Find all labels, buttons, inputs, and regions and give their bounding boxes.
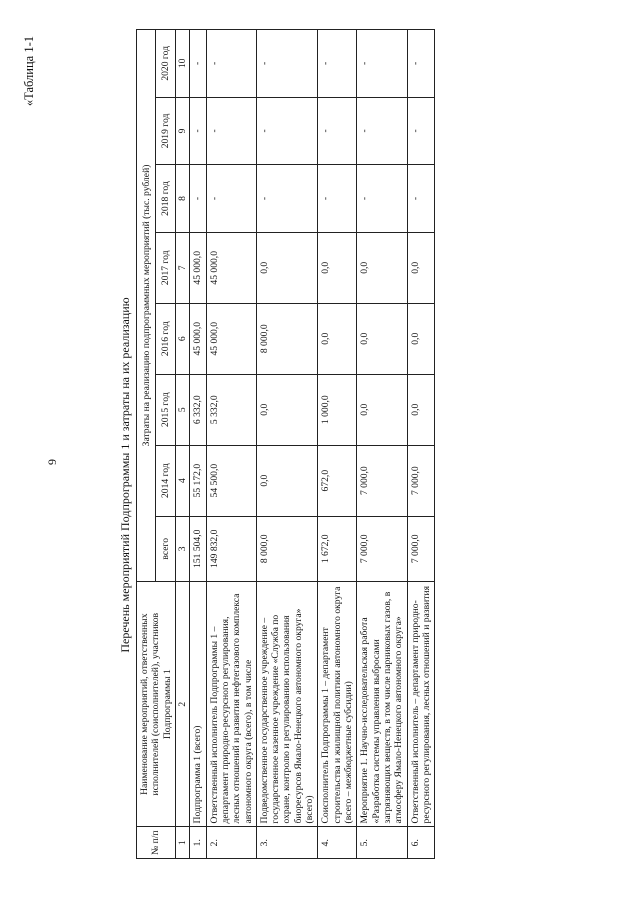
table-row <box>256 30 318 859</box>
cell-2017: 45 000,0 <box>190 232 206 303</box>
cell-2015: 0,0 <box>407 374 435 445</box>
table-row <box>190 30 206 859</box>
table-row <box>206 30 256 859</box>
cell-total: 7 000,0 <box>357 516 407 581</box>
row-number: 2. <box>206 827 256 859</box>
row-name: Соисполнитель Подпрограммы 1 – департамент строительства и жилищной политики автономного округа (всего – межбюджетные субсидии) <box>318 581 357 827</box>
cell-total: 1 672,0 <box>318 516 357 581</box>
cell-2015: 1 000,0 <box>318 374 357 445</box>
cell-2019: - <box>318 97 357 165</box>
cell-2016: 0,0 <box>357 303 407 374</box>
column-index: 5 <box>175 374 189 445</box>
table-reference: «Таблица 1-1 <box>22 36 36 107</box>
cell-2018: - <box>318 165 357 233</box>
column-index: 1 <box>175 827 189 859</box>
table-row <box>318 30 357 859</box>
row-number: 5. <box>357 827 407 859</box>
cell-total: 149 832,0 <box>206 516 256 581</box>
column-index-row <box>175 30 189 859</box>
row-name: Мероприятие 1. Научно-исследовательская работа «Разработка системы управления выбросами загрязняющих веществ, в том числе парниковых газов, в атмосферу Ямало-Ненецкого автономного округа» <box>357 581 407 827</box>
header-year: 2020 год <box>156 30 175 98</box>
table-row <box>407 30 435 859</box>
measures-table <box>136 29 435 859</box>
cell-2018: - <box>407 165 435 233</box>
header-year: 2019 год <box>156 97 175 165</box>
cell-2016: 45 000,0 <box>190 303 206 374</box>
cell-2020: - <box>407 30 435 98</box>
cell-2016: 45 000,0 <box>206 303 256 374</box>
column-index: 8 <box>175 165 189 233</box>
cell-2015: 5 332,0 <box>206 374 256 445</box>
cell-2017: 45 000,0 <box>206 232 256 303</box>
cell-total: 8 000,0 <box>256 516 318 581</box>
cell-2017: 0,0 <box>407 232 435 303</box>
cell-2017: 0,0 <box>256 232 318 303</box>
row-number: 3. <box>256 827 318 859</box>
cell-2018: - <box>206 165 256 233</box>
cell-2018: - <box>190 165 206 233</box>
row-name: Ответственный исполнитель Подпрограммы 1 – департамент природно-ресурсного регулирования, лесных отношений и развития нефтегазового комплекса автономного округа (всего), в том числе <box>206 581 256 827</box>
header-no: № п/п <box>137 827 176 859</box>
row-number: 4. <box>318 827 357 859</box>
cell-2014: 672,0 <box>318 445 357 516</box>
header-costs: Затраты на реализацию подпрограммных мероприятий (тыс. рублей) <box>137 30 156 582</box>
cell-2014: 0,0 <box>256 445 318 516</box>
cell-2019: - <box>190 97 206 165</box>
header-total: всего <box>156 516 175 581</box>
row-number: 1. <box>190 827 206 859</box>
cell-2014: 54 500,0 <box>206 445 256 516</box>
column-index: 2 <box>175 581 189 827</box>
cell-2019: - <box>357 97 407 165</box>
page-number: 9 <box>45 459 59 465</box>
column-index: 4 <box>175 445 189 516</box>
cell-2014: 7 000,0 <box>357 445 407 516</box>
cell-2015: 0,0 <box>256 374 318 445</box>
cell-total: 151 504,0 <box>190 516 206 581</box>
column-index: 10 <box>175 30 189 98</box>
cell-2016: 8 000,0 <box>256 303 318 374</box>
row-number: 6. <box>407 827 435 859</box>
cell-2016: 0,0 <box>318 303 357 374</box>
cell-2020: - <box>190 30 206 98</box>
cell-2020: - <box>318 30 357 98</box>
cell-2019: - <box>256 97 318 165</box>
cell-2019: - <box>206 97 256 165</box>
header-year: 2017 год <box>156 232 175 303</box>
cell-2015: 6 332,0 <box>190 374 206 445</box>
cell-total: 7 000,0 <box>407 516 435 581</box>
cell-2014: 7 000,0 <box>407 445 435 516</box>
cell-2015: 0,0 <box>357 374 407 445</box>
row-name: Подпрограмма 1 (всего) <box>190 581 206 827</box>
cell-2018: - <box>256 165 318 233</box>
cell-2020: - <box>357 30 407 98</box>
table-row <box>357 30 407 859</box>
column-index: 3 <box>175 516 189 581</box>
cell-2019: - <box>407 97 435 165</box>
cell-2020: - <box>206 30 256 98</box>
header-year: 2014 год <box>156 445 175 516</box>
cell-2016: 0,0 <box>407 303 435 374</box>
cell-2020: - <box>256 30 318 98</box>
cell-2017: 0,0 <box>357 232 407 303</box>
column-index: 6 <box>175 303 189 374</box>
header-year: 2015 год <box>156 374 175 445</box>
column-index: 9 <box>175 97 189 165</box>
column-index: 7 <box>175 232 189 303</box>
cell-2018: - <box>357 165 407 233</box>
cell-2017: 0,0 <box>318 232 357 303</box>
header-year: 2016 год <box>156 303 175 374</box>
header-name: Наименование мероприятий, ответственных исполнителей (соисполнителей), участников Подпрограммы 1 <box>137 581 176 827</box>
header-year: 2018 год <box>156 165 175 233</box>
row-name: Ответственный исполнитель – департамент природно-ресурсного регулирования, лесных отношений и развития <box>407 581 435 827</box>
row-name: Подведомственное государственное учреждение – государственное казенное учреждение «Служба по охране, контролю и регулированию использования биоресурсов Ямало-Ненецкого автономного округа» (всего) <box>256 581 318 827</box>
cell-2014: 55 172,0 <box>190 445 206 516</box>
table-title: Перечень мероприятий Подпрограммы 1 и затраты на их реализацию <box>118 297 132 653</box>
